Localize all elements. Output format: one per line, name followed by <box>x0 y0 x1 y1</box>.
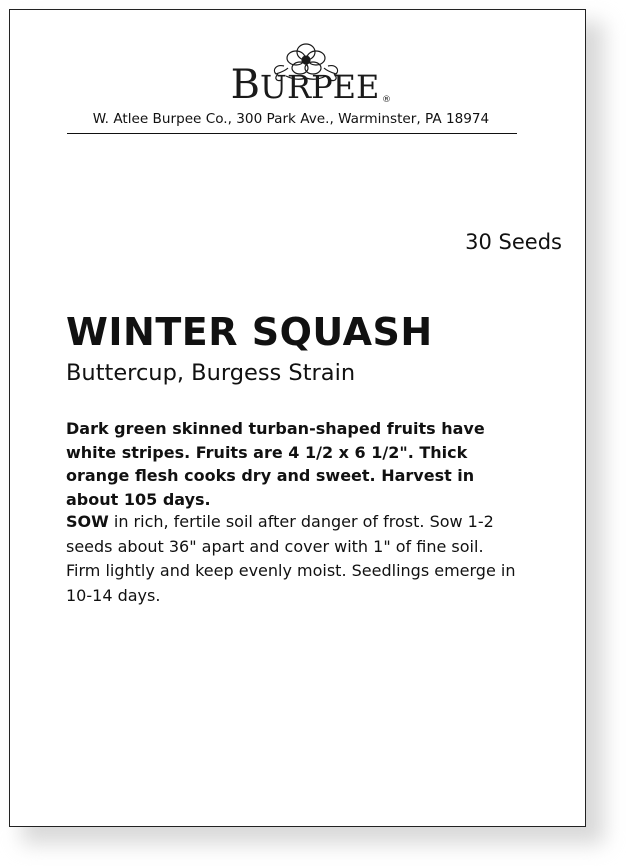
registered-mark: ® <box>382 95 391 105</box>
product-description: Dark green skinned turban-shaped fruits have white stripes. Fruits are 4 1/2 x 6 1/2". Thick orange flesh cooks dry and sweet. Harvest in about 105 days. <box>66 419 485 509</box>
product-subtitle: Buttercup, Burgess Strain <box>66 360 356 386</box>
seed-count: 30 Seeds <box>465 230 562 254</box>
product-title: WINTER SQUASH <box>66 310 433 354</box>
sow-label: SOW <box>66 512 109 531</box>
brand-logo: BURPEE <box>230 62 380 108</box>
header-divider <box>67 133 517 134</box>
company-address: W. Atlee Burpee Co., 300 Park Ave., Warminster, PA 18974 <box>92 111 490 127</box>
sow-text: in rich, fertile soil after danger of frost. Sow 1-2 seeds about 36" apart and cover with 1" of fine soil. Firm lightly and keep evenly moist. Seedlings emerge in 10-14 days. <box>66 512 516 605</box>
sowing-instructions <box>66 510 516 608</box>
